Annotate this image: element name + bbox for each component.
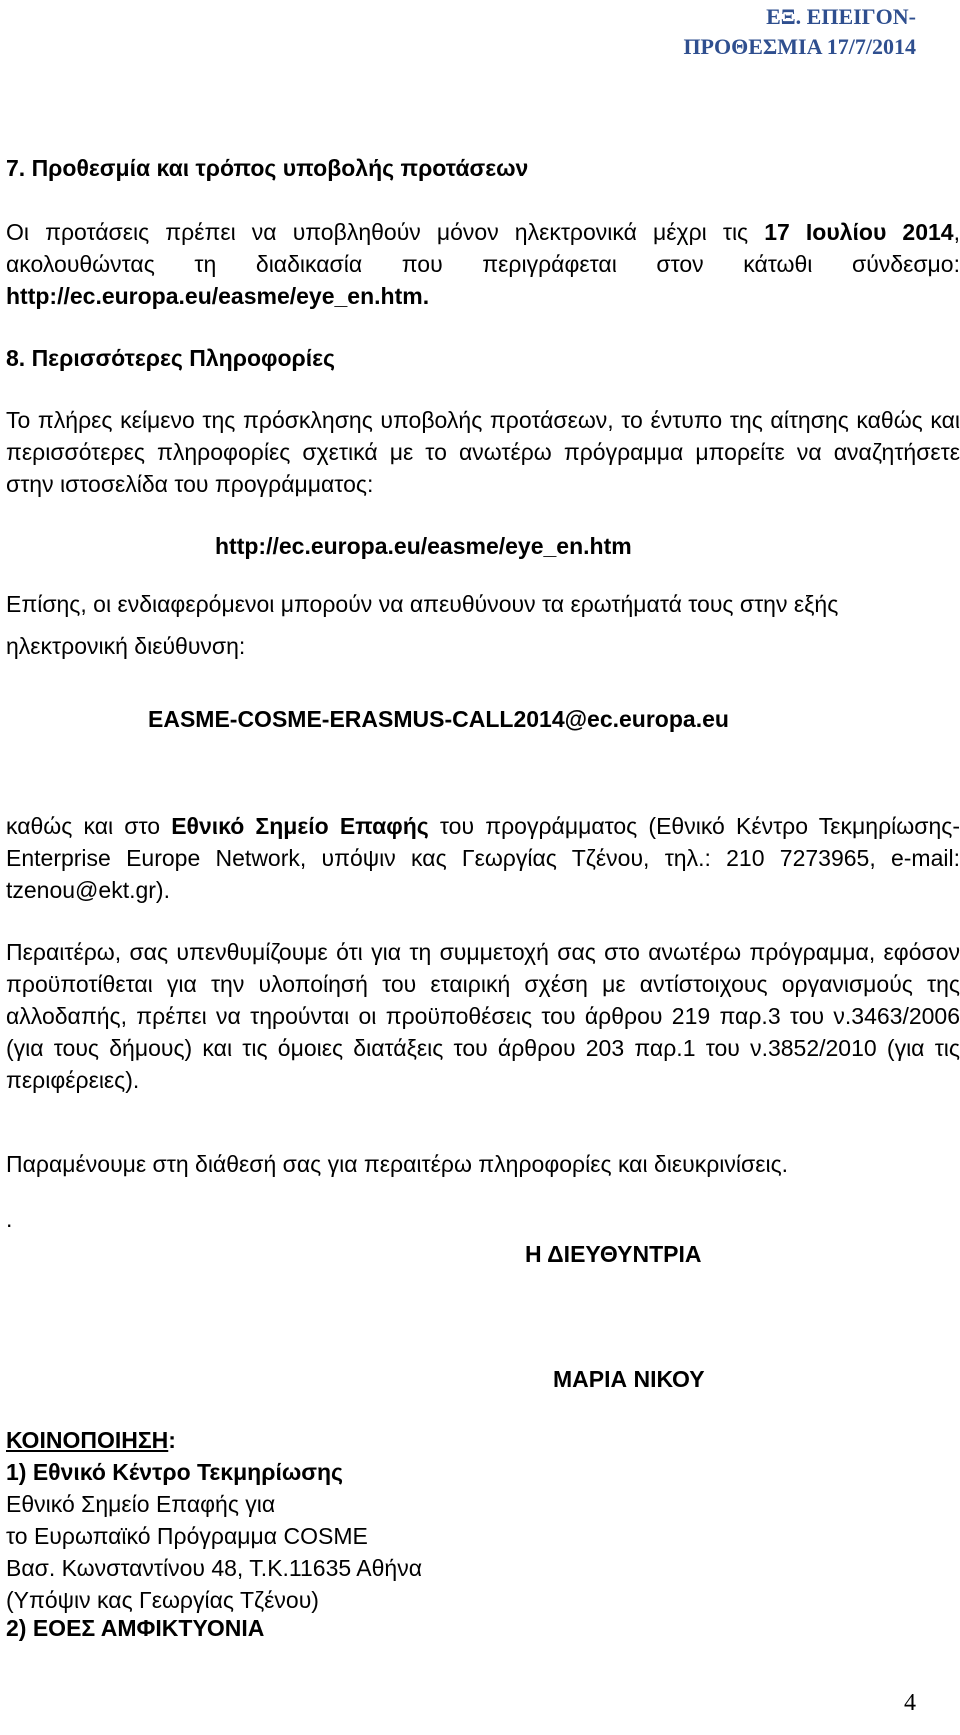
national-contact-point: Εθνικό Σημείο Επαφής [171,813,429,839]
stray-dot: . [6,1206,13,1232]
section-8-paragraph-3 [6,810,960,906]
cc-item-1-line-1: Εθνικό Σημείο Επαφής για [6,1491,276,1517]
cc-item-1-line-3: Βασ. Κωνσταντίνου 48, Τ.Κ.11635 Αθήνα [6,1555,423,1581]
deadline-date: 17 Ιουλίου 2014 [764,219,954,245]
section-7-paragraph [6,216,960,312]
programme-website-link[interactable]: http://ec.europa.eu/easme/eye_en.htm [215,533,632,559]
cc-item-2: 2) ΕΟΕΣ ΑΜΦΙΚΤΥΟΝΙΑ [6,1615,265,1641]
contact-email-link[interactable]: EASME-COSME-ERASMUS-CALL2014@ec.europa.eu [148,706,729,732]
cc-heading [6,1424,176,1456]
cc-item-1: 1) Εθνικό Κέντρο Τεκμηρίωσης [6,1459,344,1485]
section-7-text-b: , ακολουθώντας τη διαδικασία που περιγράφεται στον κάτωθι σύνδεσμο: [6,219,960,277]
cc-heading-label: ΚΟΙΝΟΠΟΙΗΣΗ [6,1427,169,1453]
section-8-paragraph-2-line-2: ηλεκτρονική διεύθυνση: [6,633,246,659]
signature-name: ΜΑΡΙΑ ΝΙΚΟΥ [553,1366,705,1392]
section-7-text-a: Οι προτάσεις πρέπει να υποβληθούν μόνον ηλεκτρονικά μέχρι τις [6,219,765,245]
cc-item-1-line-2: το Ευρωπαϊκό Πρόγραμμα COSME [6,1523,368,1549]
section-8-title: 8. Περισσότερες Πληροφορίες [6,345,335,371]
section-7-title: 7. Προθεσμία και τρόπος υποβολής προτάσεων [6,155,529,181]
cc-item-1-line-4: (Υπόψιν κας Γεωργίας Τζένου) [6,1587,319,1613]
page-number: 4 [904,1690,916,1716]
submission-link[interactable]: http://ec.europa.eu/easme/eye_en.htm. [6,283,430,309]
section-8-paragraph-4: Περαιτέρω, σας υπενθυμίζουμε ότι για τη συμμετοχή σας στο ανωτέρω πρόγραμμα, εφόσον προϋποτίθεται για την υλοποίησή του εταιρική σχέση με αντίστοιχους οργανισμούς της αλλοδαπής, πρέπει να τηρούνται οι προϋποθέσεις του άρθρου 219 παρ.3 του ν.3463/2006 (για τους δήμους) και τις όμοιες διατάξεις του άρθρου 203 παρ.1 του ν.3852/2010 (για τις περιφέρειες). [6,939,960,1093]
section-8-paragraph-5: Παραμένουμε στη διάθεσή σας για περαιτέρω πληροφορίες και διευκρινίσεις. [6,1151,789,1177]
signature-role: Η ΔΙΕΥΘΥΝΤΡΙΑ [525,1241,702,1267]
urgency-header [683,2,916,62]
section-8-paragraph-1: Το πλήρες κείμενο της πρόσκλησης υποβολής προτάσεων, το έντυπο της αίτησης καθώς και περισσότερες πληροφορίες σχετικά με το ανωτέρω πρόγραμμα μπορείτε να αναζητήσετε στην ιστοσελίδα του προγράμματος: [6,407,960,497]
cc-heading-colon: : [168,1427,176,1453]
urgency-line-2: ΠΡΟΘΕΣΜΙΑ 17/7/2014 [683,34,916,59]
paragraph-3-text-b: του προγράμματος (Εθνικό Κέντρο Τεκμηρίωσης- Enterprise Europe Network, υπόψιν κας Γεωργίας Τζένου, τηλ.: 210 7273965, e-mail: tzenou@ekt.gr). [6,813,960,903]
urgency-line-1: ΕΞ. ΕΠΕΙΓΟΝ- [766,4,916,29]
section-8-paragraph-2-line-1: Επίσης, οι ενδιαφερόμενοι μπορούν να απευθύνουν τα ερωτήματά τους στην εξής [6,591,839,617]
paragraph-3-text-a: καθώς και στο [6,813,172,839]
